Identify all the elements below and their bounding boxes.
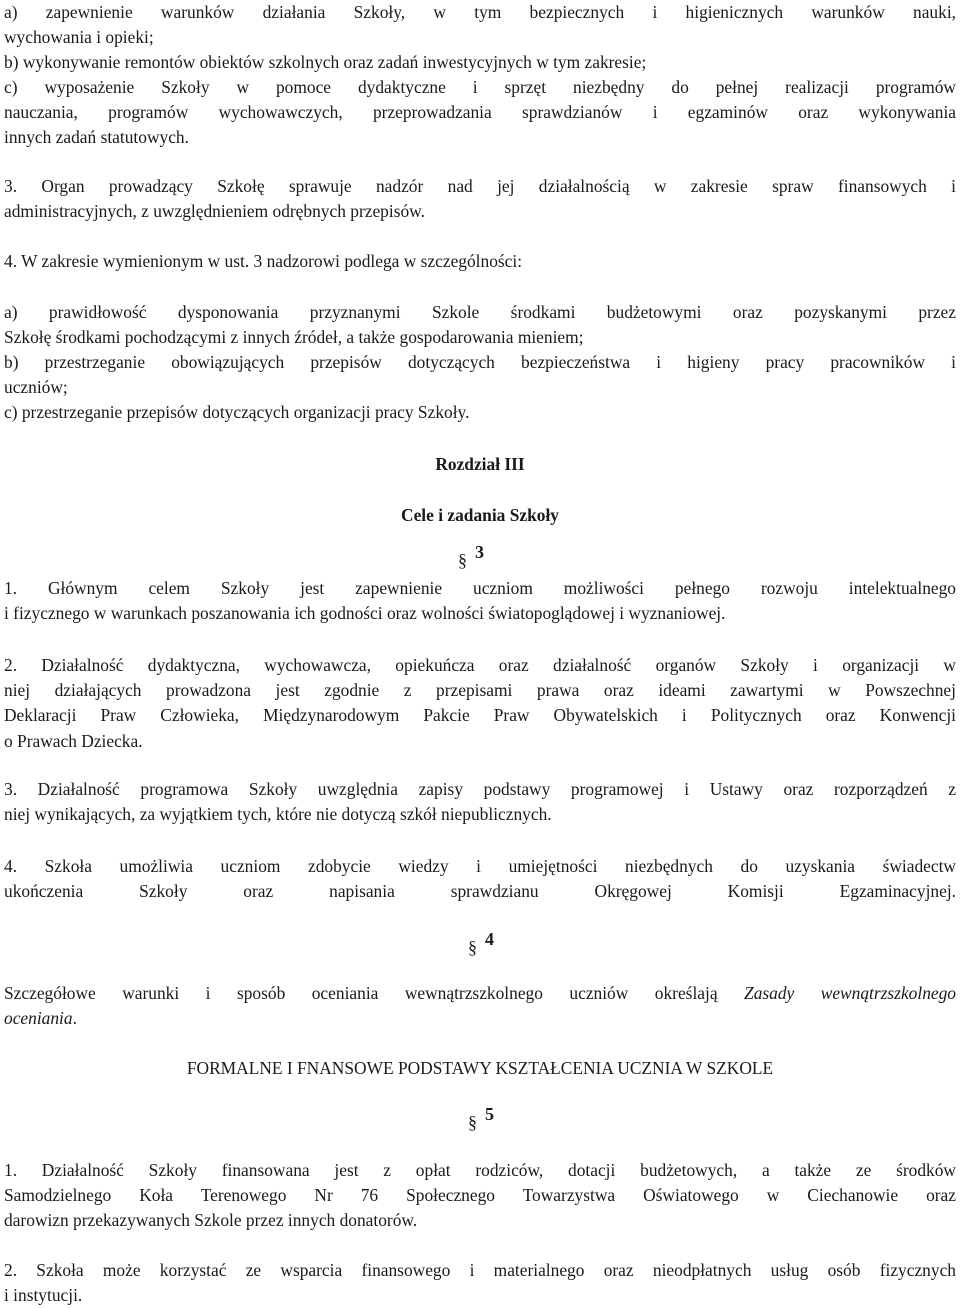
section-4-heading bbox=[468, 929, 494, 960]
s4-paragraph bbox=[4, 981, 956, 1031]
text-line: c) wyposażenie Szkoły w pomoce dydaktyczne i sprzęt niezbędny do pełnej realizacji programów bbox=[4, 77, 956, 97]
paragraph-3-supervision bbox=[4, 174, 956, 224]
text-line: 4. Szkoła umożliwia uczniom zdobycie wiedzy i umiejętności niezbędnych do uzyskania świadectw bbox=[4, 856, 956, 876]
s4-italic-title-part2: oceniania bbox=[4, 1008, 73, 1029]
text-line: o Prawach Dziecka. bbox=[4, 730, 143, 751]
s3-paragraph-1 bbox=[4, 576, 956, 626]
text-line: b) wykonywanie remontów obiektów szkolnych oraz zadań inwestycyjnych w tym zakresie; bbox=[4, 52, 647, 72]
text-line: uczniów; bbox=[4, 377, 68, 398]
s3-paragraph-4 bbox=[4, 854, 956, 904]
list-item-4a bbox=[4, 300, 956, 350]
list-item-c-equipment bbox=[4, 75, 956, 151]
chapter-title: Rozdział III bbox=[435, 454, 525, 474]
text-line: 2. Działalność dydaktyczna, wychowawcza, opiekuńcza oraz działalność organów Szkoły i organizacji w bbox=[4, 655, 956, 675]
text-line: Deklaracji Praw Człowieka, Międzynarodowym Pakcie Praw Obywatelskich i Politycznych oraz Konwencji bbox=[4, 705, 956, 726]
section-number: 5 bbox=[485, 1104, 494, 1124]
paragraph-4-scope bbox=[4, 249, 956, 274]
list-item-b-renovations bbox=[4, 50, 956, 75]
s3-paragraph-3 bbox=[4, 777, 956, 827]
list-item-4c bbox=[4, 400, 956, 425]
text-line: wychowania i opieki; bbox=[4, 27, 154, 48]
text-line: niej działających prowadzona jest zgodnie z przepisami prawa oraz ideami zawartymi w Powszechnej bbox=[4, 680, 956, 701]
s4-text: Szczegółowe warunki i sposób oceniania wewnątrzszkolnego uczniów określają bbox=[4, 983, 745, 1003]
section-3-heading bbox=[458, 542, 484, 573]
text-line bbox=[4, 1006, 956, 1031]
text-line: nauczania, programów wychowawczych, przeprowadzania sprawdzianów i egzaminów oraz wykonywania bbox=[4, 102, 956, 123]
s5-paragraph-2 bbox=[4, 1258, 956, 1308]
text-line: administracyjnych, z uwzględnieniem odrębnych przepisów. bbox=[4, 201, 425, 222]
text-line: c) przestrzeganie przepisów dotyczących organizacji pracy Szkoły. bbox=[4, 402, 470, 422]
text-line bbox=[4, 981, 956, 1006]
s5-paragraph-1 bbox=[4, 1158, 956, 1234]
section-symbol: § bbox=[468, 1112, 477, 1132]
text-line: b) przestrzeganie obowiązujących przepisów dotyczących bezpieczeństwa i higieny pracy pracowników i bbox=[4, 352, 956, 372]
s4-italic-title-part1: Zasady wewnątrzszkolnego bbox=[744, 983, 957, 1003]
text-line: 3. Działalność programowa Szkoły uwzględnia zapisy podstawy programowej i Ustawy oraz rozporządzeń z bbox=[4, 779, 956, 799]
text-line: 2. Szkoła może korzystać ze wsparcia finansowego i materialnego oraz nieodpłatnych usług osób fizycznych bbox=[4, 1260, 956, 1280]
text-line: a) prawidłowość dysponowania przyznanymi Szkole środkami budżetowymi oraz pozyskanymi przez bbox=[4, 302, 956, 322]
text-line: 1. Działalność Szkoły finansowana jest z opłat rodziców, dotacji budżetowych, a także ze środków bbox=[4, 1160, 956, 1180]
text-line: i instytucji. bbox=[4, 1285, 83, 1306]
section-5-heading bbox=[468, 1104, 494, 1135]
text-line: niej wynikających, za wyjątkiem tych, które nie dotyczą szkół niepublicznych. bbox=[4, 804, 552, 825]
list-item-a-conditions bbox=[4, 0, 956, 50]
text-line: Szkołę środkami pochodzącymi z innych źródeł, a także gospodarowania mieniem; bbox=[4, 327, 584, 348]
text-line: a) zapewnienie warunków działania Szkoły, w tym bezpiecznych i higienicznych warunków nauki, bbox=[4, 2, 956, 22]
s3-paragraph-2 bbox=[4, 653, 956, 754]
section-number: 4 bbox=[485, 929, 494, 949]
section-symbol: § bbox=[458, 550, 467, 570]
section-symbol: § bbox=[468, 937, 477, 957]
heading-formal-financial: FORMALNE I FNANSOWE PODSTAWY KSZTAŁCENIA UCZNIA W SZKOLE bbox=[186, 1058, 774, 1078]
text-line: 3. Organ prowadzący Szkołę sprawuje nadzór nad jej działalnością w zakresie spraw finansowych i bbox=[4, 176, 956, 196]
list-item-4b bbox=[4, 350, 956, 400]
text-line: Samodzielnego Koła Terenowego Nr 76 Społecznego Towarzystwa Oświatowego w Ciechanowie oraz bbox=[4, 1185, 956, 1206]
s4-period: . bbox=[72, 1008, 77, 1029]
text-line: i fizycznego w warunkach poszanowania ich godności oraz wolności światopoglądowej i wyznaniowej. bbox=[4, 603, 726, 624]
text-line: 4. W zakresie wymienionym w ust. 3 nadzorowi podlega w szczególności: bbox=[4, 251, 523, 271]
section-number: 3 bbox=[475, 542, 484, 562]
text-line: ukończenia Szkoły oraz napisania sprawdzianu Okręgowej Komisji Egzaminacyjnej. bbox=[4, 881, 956, 902]
text-line: darowizn przekazywanych Szkole przez innych donatorów. bbox=[4, 1210, 418, 1231]
text-line: 1. Głównym celem Szkoły jest zapewnienie uczniom możliwości pełnego rozwoju intelektualnego bbox=[4, 578, 956, 598]
text-line: innych zadań statutowych. bbox=[4, 127, 189, 148]
chapter-subtitle: Cele i zadania Szkoły bbox=[401, 505, 559, 525]
